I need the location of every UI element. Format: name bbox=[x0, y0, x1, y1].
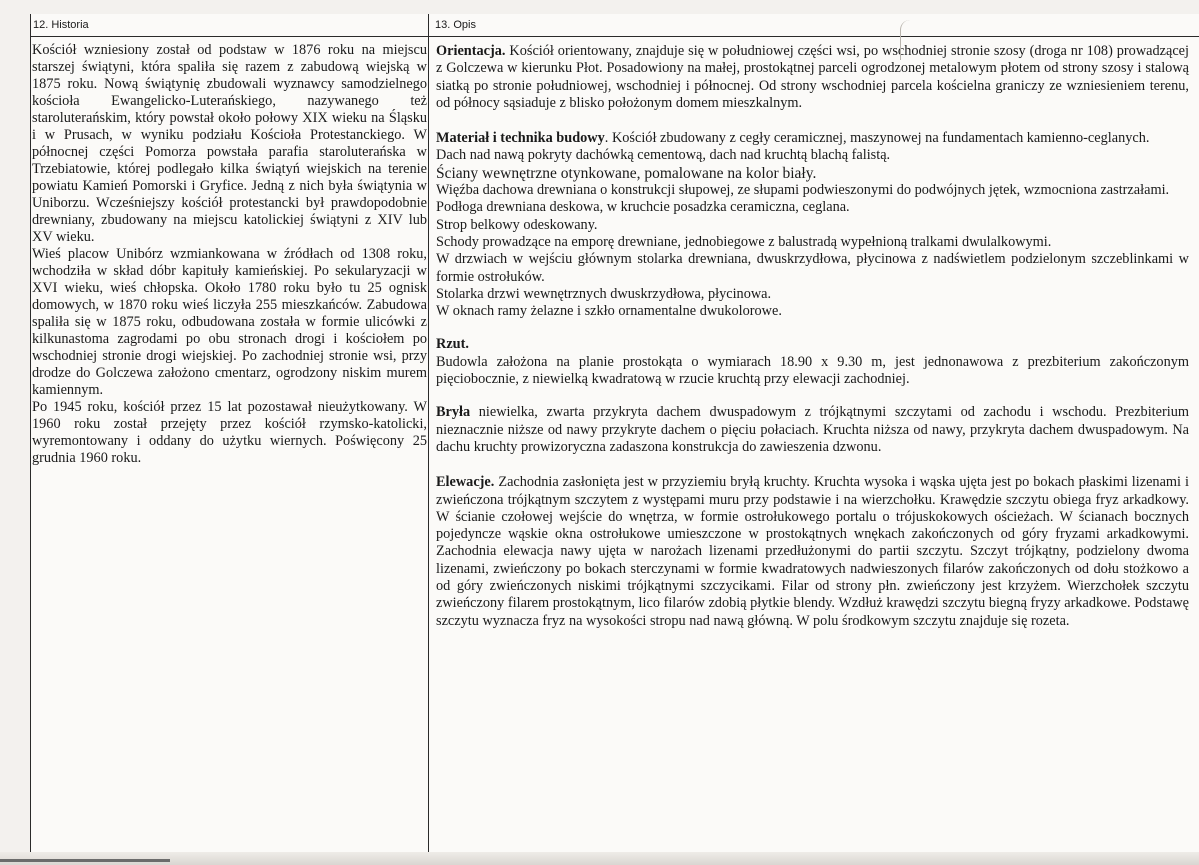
rzut-text: Budowla założona na planie prostokąta o wymiarach 18.90 x 9.30 m, jest jednonawowa z prezbiterium zakończonym pięciobocznie, z niewielką kwadratową w rzucie kruchtą przy elewacji zachodniej. bbox=[436, 353, 1189, 388]
material-line-8: Stolarka drzwi wewnętrznych dwuskrzydłowa, płycinowa. bbox=[436, 285, 772, 302]
material-line-7: W drzwiach w wejściu głównym stolarka drewniana, dwuskrzydłowa, płycinowa z nadświetlem podzielonym szczeblinkami w formie ostrołuków. bbox=[436, 251, 1189, 285]
material-section bbox=[436, 130, 1189, 147]
material-line-6: Schody prowadzące na emporę drewniane, jednobiegowe z balustradą wypełnioną tralkami dwulalkowymi. bbox=[436, 233, 1052, 250]
scan-mark bbox=[0, 859, 170, 862]
scan-edge bbox=[0, 852, 1199, 865]
elewacje-section bbox=[436, 474, 1189, 630]
opis-column bbox=[428, 14, 1199, 852]
material-text: . Kościół zbudowany z cegły ceramicznej, maszynowej na fundamentach kamienno-ceglanych. bbox=[604, 130, 1150, 147]
material-line-5: Strop belkowy odeskowany. bbox=[436, 216, 598, 233]
bryla-section bbox=[436, 404, 1189, 456]
historia-header: 12. Historia bbox=[31, 14, 429, 37]
historia-text bbox=[31, 37, 427, 467]
material-line-1: Dach nad nawą pokryty dachówką cementową, dach nad kruchtą blachą falistą. bbox=[436, 147, 891, 164]
material-line-2: Ściany wewnętrzne otynkowane, pomalowane na kolor biały. bbox=[436, 164, 817, 182]
historia-paragraph-2: Wieś placow Unibórz wzmiankowana w źródłach od 1308 roku, wchodziła w skład dóbr kapituły kamieńskiej. Po sekularyzacji w XVI wieku, wieś chłopska. Około 1780 roku było tu 25 ognisk domowych, w 1870 roku wieś liczyła 255 mieszkańców. Zabudowa spaliła się w 1875 roku, odbudowana została w formie ulicówki z kilkunastoma zagrodami po obu stronach drogi i kościołem po wschodniej stronie drogi wiejskiej. Po zachodniej stronie wsi, przy drodze do Golczewa założono cmentarz, ogrodzony niskim murem kamiennym. bbox=[32, 246, 427, 398]
material-line-4: Podłoga drewniana deskowa, w kruchcie posadzka ceramiczna, ceglana. bbox=[436, 199, 850, 216]
material-line-9: W oknach ramy żelazne i szkło ornamentalne dwukolorowe. bbox=[436, 303, 782, 320]
elewacje-label: Elewacje. bbox=[436, 474, 495, 491]
bryla-text: niewielka, zwarta przykryta dachem dwuspadowym z trójkątnymi szczytami od zachodu i wschodu. Prezbiterium nieznacznie niższe od nawy przykryte dachem o pięciu połaciach. Kruchta niższa od nawy, przykryta dachem dwuspadowym. Na dachu kruchty prowizoryczna zadaszona konstrukcja do zawieszenia dzwonu. bbox=[436, 404, 1189, 455]
historia-paragraph-3: Po 1945 roku, kościół przez 15 lat pozostawał nieużytkowany. W 1960 roku został przejęty przez kościół rzymsko-katolicki, wyremontowany i oddany do użytku wiernych. Poświęcony 25 grudnia 1960 roku. bbox=[32, 399, 427, 466]
rzut-label: Rzut. bbox=[436, 336, 469, 353]
elewacje-text: Zachodnia zasłonięta jest w przyziemiu bryłą kruchty. Kruchta wysoka i wąska ujęta jest po bokach płaskimi lizenami i zwieńczona trójkątnym szczytem z występami muru przy podstawie i na wierzchołku. Krawędzie szczytu obiega fryz arkadkowy. W ścianie czołowej wejście do wnętrza, w formie ostrołukowego portalu o trójuskokowych ościeżach. W ścianach bocznych pojedyncze wąskie okna ostrołukowe umieszczone w prostokątnych wnękach zakończonych od góry fryzami arkadkowymi. Zachodnia elewacja nawy ujęta w narożach lizenami przedłużonymi do partii szczytu. Szczyt trójkątny, podzielony dwoma lizenami, zwieńczony po bokach sterczynami w formie kwadratowych nadwieszonych filarów zakończonych od dołu stożkowo a od góry zwieńczonych niskimi trójkątnymi szczycikami. Filar od strony płn. zwieńczony jest krzyżem. Wierzchołek szczytu zwieńczony filarem prostokątnym, lico filarów zdobią płytkie blendy. Wzdłuż krawędzi szczytu biegną fryzy arkadkowe. Podstawę szczytu wyznacza fryz na wysokości stropu nad nawą główną. W polu środkowym szczytu znajduje się rozeta. bbox=[436, 474, 1189, 629]
document-sheet bbox=[30, 14, 1199, 852]
historia-column bbox=[30, 14, 429, 852]
orientacja-text: Kościół orientowany, znajduje się w południowej części wsi, po wschodniej stronie szosy (droga nr 108) prowadzącej z Golczewa w kierunku Płot. Posadowiony na małej, prostokątnej parceli ogrodzonej metalowym płotem od strony szosy i stalową siatką po stronie południowej, wschodniej i północnej. Od strony wschodniej parcela kościelna graniczy ze wzniesieniem terenu, od północy sąsiaduje z blisko położonym domem mieszkalnym. bbox=[436, 43, 1189, 111]
pencil-mark bbox=[900, 20, 915, 60]
opis-text bbox=[429, 37, 1189, 630]
orientacja-section bbox=[436, 43, 1189, 112]
material-label: Materiał i technika budowy bbox=[436, 130, 605, 147]
material-line-3: Więźba dachowa drewniana o konstrukcji słupowej, ze słupami podwieszonymi do podwójnych jętek, wzmocniona zastrzałami. bbox=[436, 182, 1170, 199]
bryla-label: Bryła bbox=[436, 404, 471, 421]
historia-paragraph-1: Kościół wzniesiony został od podstaw w 1876 roku na miejscu starszej świątyni, która spaliła się razem z zabudową wiejską w 1875 roku. Nową świątynię zbudowali wyznawcy samodzielnego kościoła Ewangelicko-Luterańskiego, nazywanego też staroluterańskim, który powstał około połowy XIX wieku na Śląsku i w Prusach, w wyniku podziału Kościoła Protestanckiego. W północnej części Pomorza powstała parafia staroluterańska w Trzebiatowie, której podlegało kilka świątyń wiejskich na terenie powiatu Kamień Pomorski i Gryfice. Jedną z nich była świątynia w Uniborzu. Wcześniejszy kościół protestancki był prawdopodobnie drewniany, zbudowany na miejscu katolickiej świątyni z XIV lub XV wieku. bbox=[32, 42, 427, 245]
orientacja-label: Orientacja. bbox=[436, 43, 506, 59]
opis-header: 13. Opis bbox=[429, 14, 1199, 37]
